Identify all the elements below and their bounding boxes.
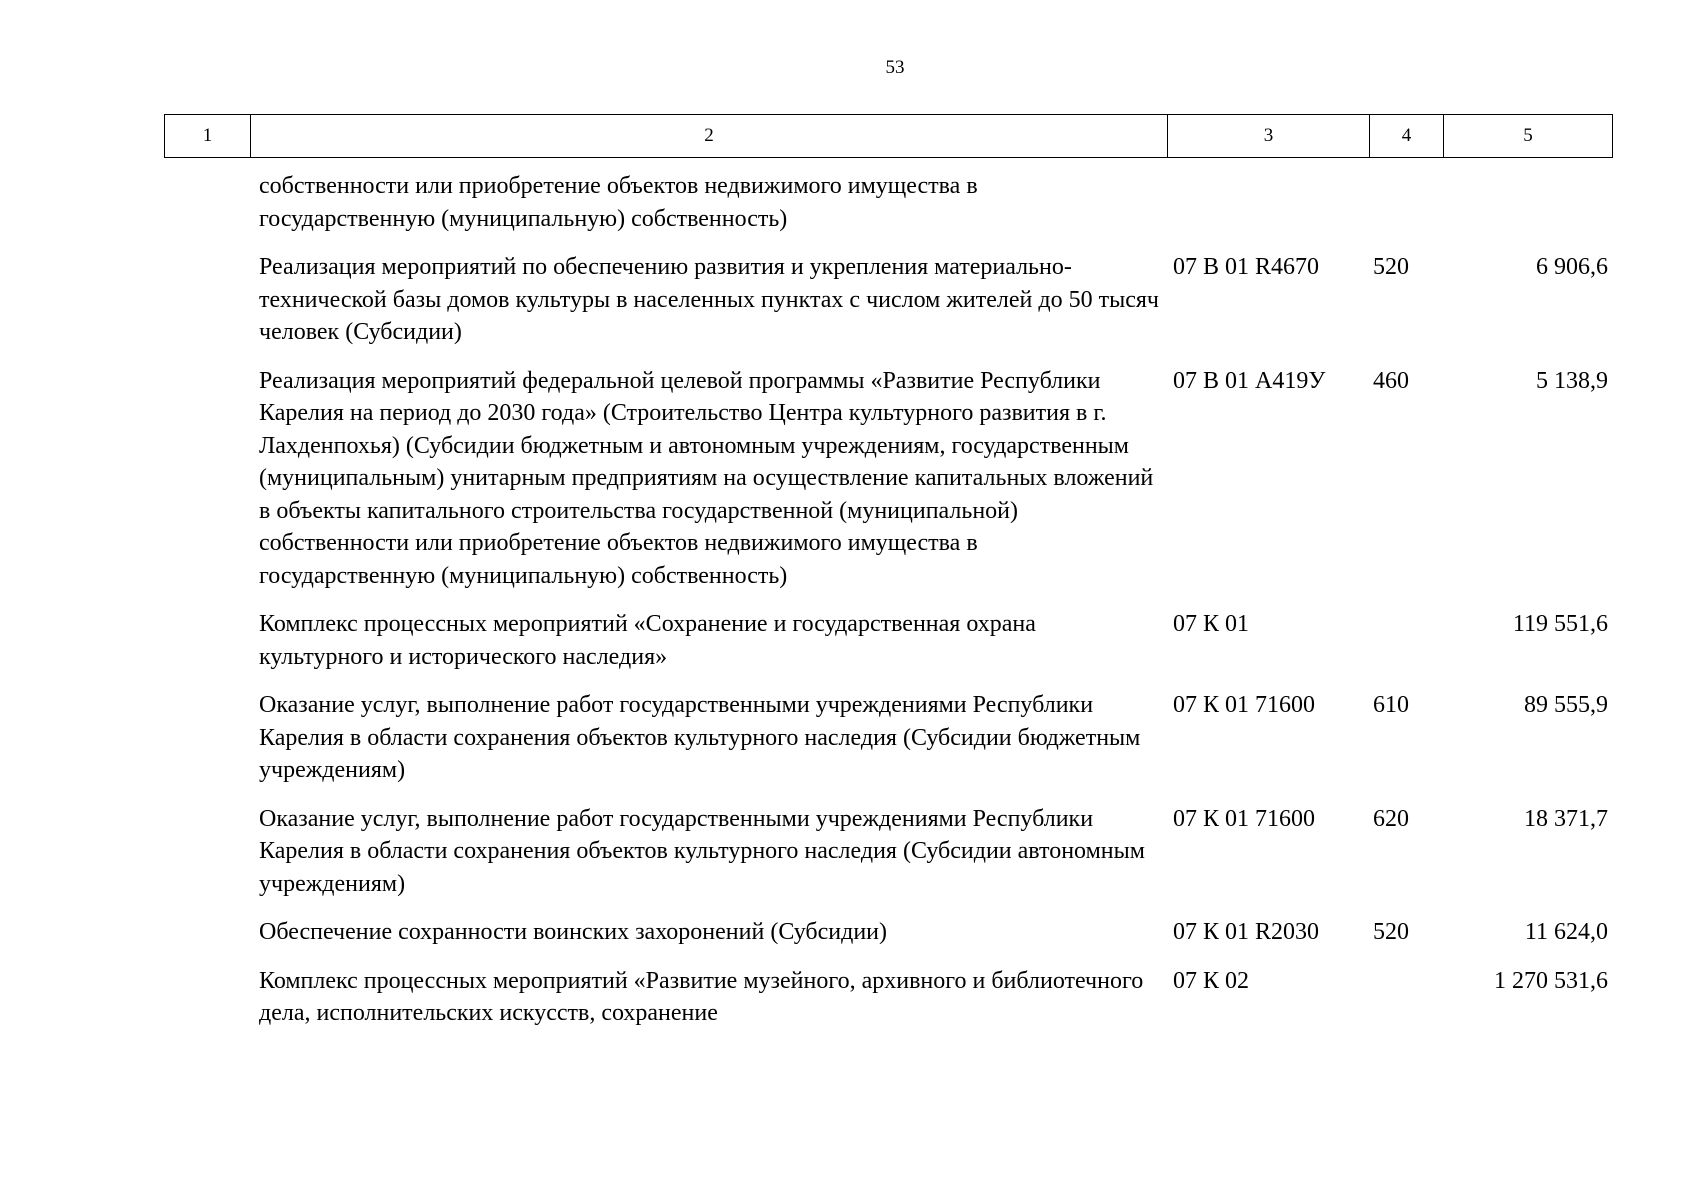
header-col-1: 1 [165, 115, 251, 157]
table-body [0, 170, 1697, 1046]
row-description: Оказание услуг, выполнение работ государственными учреждениями Республики Карелия в области сохранения объектов культурного наследия (Субсидии автономным учреждениям) [259, 805, 1145, 897]
page-number: 53 [885, 57, 905, 78]
row-description: собственности или приобретение объектов недвижимого имущества в государственную (муниципальную) собственность) [259, 173, 978, 232]
row-type: 610 [1373, 692, 1409, 718]
row-code: 07 К 01 R2030 [1173, 919, 1320, 945]
row-description: Реализация мероприятий по обеспечению развития и укрепления материально-технической базы домов культуры в населенных пунктах с числом жителей до 50 тысяч человек (Субсидии) [259, 254, 1159, 345]
row-type: 620 [1373, 805, 1409, 832]
row-amount: 5 138,9 [1536, 367, 1608, 394]
header-col-5: 5 [1523, 125, 1533, 146]
row-type [1373, 965, 1433, 1030]
row-code: 07 К 01 [1173, 611, 1250, 637]
row-type [1373, 608, 1433, 673]
row-amount: 18 371,7 [1524, 805, 1608, 832]
table-header [164, 114, 1613, 158]
row-description: Комплекс процессных мероприятий «Развитие музейного, архивного и библиотечного дела, исполнительских искусств, сохранение [259, 967, 1144, 1026]
table-row [0, 608, 1697, 673]
row-amount: 11 624,0 [1524, 919, 1608, 945]
row-code [1173, 170, 1373, 235]
header-col-2: 2 [251, 115, 1168, 157]
row-description: Оказание услуг, выполнение работ государственными учреждениями Республики Карелия в области сохранения объектов культурного наследия (Субсидии бюджетным учреждениям) [259, 692, 1141, 783]
table-row [0, 365, 1697, 593]
row-amount: 119 551,6 [1512, 611, 1608, 637]
table-row [0, 251, 1697, 349]
row-code: 07 В 01 R4670 [1173, 254, 1320, 280]
row-amount: 6 906,6 [1536, 254, 1608, 280]
row-amount: 1 270 531,6 [1494, 967, 1608, 994]
row-description: Комплекс процессных мероприятий «Сохранение и государственная охрана культурного и исторического наследия» [259, 611, 1036, 670]
header-col-4: 4 [1370, 115, 1444, 157]
table-row [0, 689, 1697, 787]
table-row [0, 803, 1697, 901]
row-type: 520 [1373, 919, 1409, 945]
row-amount [1433, 170, 1608, 235]
row-description: Реализация мероприятий федеральной целевой программы «Развитие Республики Карелия на период до 2030 года» (Строительство Центра культурного развития в г. Лахденпохья) (Субсидии бюджетным и автономным учреждениям, государственным (муниципальным) унитарным предприятиям на осуществление капитальных вложений в объекты капитального строительства государственной (муниципальной) собственности или приобретение объектов недвижимого имущества в государственную (муниципальную) собственность) [259, 367, 1154, 589]
row-code: 07 В 01 А419У [1173, 367, 1326, 394]
row-type [1373, 170, 1433, 235]
row-code: 07 К 01 71600 [1173, 692, 1316, 718]
table-row [0, 170, 1697, 235]
row-amount: 89 555,9 [1524, 692, 1608, 718]
table-row [0, 965, 1697, 1030]
row-code: 07 К 02 [1173, 967, 1250, 994]
row-type: 520 [1373, 254, 1409, 280]
row-type: 460 [1373, 367, 1409, 394]
table-row [0, 916, 1697, 949]
row-code: 07 К 01 71600 [1173, 805, 1316, 832]
row-description: Обеспечение сохранности воинских захоронений (Субсидии) [259, 919, 888, 945]
header-col-3: 3 [1168, 115, 1370, 157]
